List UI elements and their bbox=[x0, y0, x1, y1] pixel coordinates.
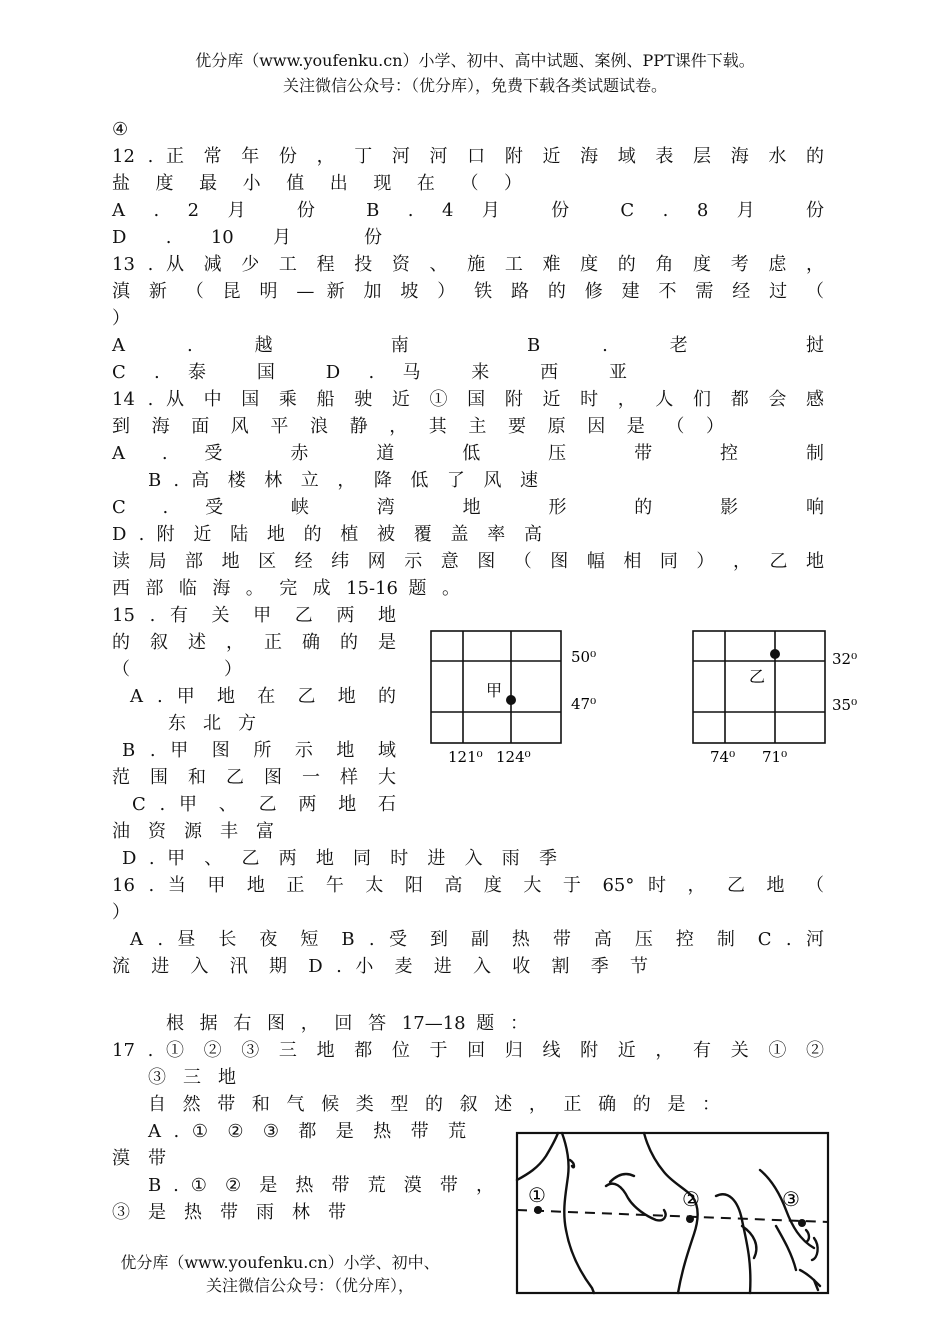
question-14-option-c: C . 受 峡 湾 地 形 的 影 响 bbox=[112, 497, 824, 518]
question-13-stem-3: ） bbox=[112, 308, 130, 329]
question-13-stem-2: 滇 新 （ 昆 明 — 新 加 坡 ） 铁 路 的 修 建 不 需 经 过 （ bbox=[112, 281, 824, 302]
question-17-stem-2: ③ 三 地 bbox=[148, 1067, 236, 1088]
jia-point-marker bbox=[506, 695, 516, 705]
yi-lon-right-label: 71⁰ bbox=[762, 748, 788, 766]
question-15-stem-3: （ ） bbox=[112, 659, 242, 680]
figure-jia-grid bbox=[428, 628, 598, 768]
reading-instruction-15-16: 读 局 部 地 区 经 纬 网 示 意 图 （ 图 幅 相 同 ） ， 乙 地 bbox=[112, 551, 824, 572]
question-12-option-d: D . 10 月 份 bbox=[112, 227, 382, 248]
yi-point-label: 乙 bbox=[749, 667, 766, 686]
yi-lon-left-label: 74⁰ bbox=[710, 748, 736, 766]
question-17-option-a-2: 漠 带 bbox=[112, 1148, 166, 1169]
marker-2-point bbox=[686, 1215, 694, 1223]
question-15-option-c: C . 甲 、 乙 两 地 石 bbox=[132, 794, 396, 815]
question-14-stem: 14 . 从 中 国 乘 船 驶 近 ① 国 附 近 时 ， 人 们 都 会 感 bbox=[112, 389, 824, 410]
question-17-stem-3: 自 然 带 和 气 候 类 型 的 叙 述 ， 正 确 的 是 ： bbox=[148, 1094, 720, 1115]
question-12-stem-2: 盐 度 最 小 值 出 现 在 （ ） bbox=[112, 173, 522, 194]
jia-lon-right-label: 124⁰ bbox=[496, 748, 531, 766]
footer-line-1: 优分库（www.youfenku.cn）小学、初中、 bbox=[120, 1253, 440, 1272]
question-14-option-b: B . 高 楼 林 立 ， 降 低 了 风 速 bbox=[148, 470, 538, 491]
question-17-stem: 17 . ① ② ③ 三 地 都 位 于 回 归 线 附 近 ， 有 关 ① ② bbox=[112, 1040, 824, 1061]
jia-point-label: 甲 bbox=[486, 681, 503, 700]
question-17-option-b-2: ③ 是 热 带 雨 林 带 bbox=[112, 1202, 346, 1223]
question-15-stem-2: 的 叙 述 ， 正 确 的 是 bbox=[112, 632, 396, 653]
marker-2-label: ② bbox=[682, 1187, 700, 1211]
marker-1-label: ① bbox=[528, 1183, 546, 1207]
question-13-options-cd: C . 泰 国 D . 马 来 西 亚 bbox=[112, 362, 627, 383]
text-line: ④ bbox=[112, 119, 129, 140]
yi-point-marker bbox=[770, 649, 780, 659]
question-14-option-a: A . 受 赤 道 低 压 带 控 制 bbox=[112, 443, 824, 464]
figure-yi-grid bbox=[690, 628, 868, 768]
footer-line-2: 关注微信公众号：（优分库）， bbox=[205, 1276, 414, 1295]
question-15-option-b-2: 范 围 和 乙 图 一 样 大 bbox=[112, 767, 396, 788]
map-coastlines bbox=[517, 1133, 820, 1293]
question-12-options-abc: A . 2 月 份 B . 4 月 份 C . 8 月 份 bbox=[112, 200, 824, 221]
yi-lat-bottom-label: 35⁰ bbox=[832, 696, 858, 714]
header-line-1: 优分库（www.youfenku.cn）小学、初中、高中试题、案例、PPT课件下载。 bbox=[195, 51, 755, 70]
question-12-stem: 12 . 正 常 年 份 ， 丁 河 河 口 附 近 海 域 表 层 海 水 的 bbox=[112, 146, 824, 167]
question-15-option-c-2: 油 资 源 丰 富 bbox=[112, 821, 274, 842]
question-17-option-b: B . ① ② 是 热 带 荒 漠 带 ， bbox=[148, 1175, 494, 1196]
marker-1-point bbox=[534, 1206, 542, 1214]
yi-lat-top-label: 32⁰ bbox=[832, 650, 858, 668]
reading-instruction-15-16-2: 西 部 临 海 。 完 成 15-16 题 。 bbox=[112, 578, 460, 599]
question-16-options-cd: 流 进 入 汛 期 D . 小 麦 进 入 收 割 季 节 bbox=[112, 956, 648, 977]
marker-3-point bbox=[798, 1219, 806, 1227]
jia-lon-left-label: 121⁰ bbox=[448, 748, 483, 766]
question-13-stem: 13 . 从 减 少 工 程 投 资 、 施 工 难 度 的 角 度 考 虑 ， bbox=[112, 254, 824, 275]
question-13-options-ab: A . 越 南 B . 老 挝 bbox=[112, 335, 824, 356]
question-15-option-d: D . 甲 、 乙 两 地 同 时 进 入 雨 季 bbox=[122, 848, 557, 869]
header-line-2: 关注微信公众号：（优分库），免费下载各类试题试卷。 bbox=[282, 76, 667, 95]
reading-instruction-17-18: 根 据 右 图 ， 回 答 17—18 题 ： bbox=[166, 1013, 528, 1034]
question-14-stem-2: 到 海 面 风 平 浪 静 ， 其 主 要 原 因 是 （ ） bbox=[112, 416, 724, 437]
question-15-option-a-2: 东 北 方 bbox=[168, 713, 256, 734]
question-16-options-abc: A . 昼 长 夜 短 B . 受 到 副 热 带 高 压 控 制 C . 河 bbox=[130, 929, 824, 950]
question-14-option-d: D . 附 近 陆 地 的 植 被 覆 盖 率 高 bbox=[112, 524, 542, 545]
question-15-option-b: B . 甲 图 所 示 地 域 bbox=[122, 740, 396, 761]
question-17-option-a: A . ① ② ③ 都 是 热 带 荒 bbox=[148, 1121, 466, 1142]
question-15-option-a: A . 甲 地 在 乙 地 的 bbox=[130, 686, 396, 707]
jia-lat-top-label: 50⁰ bbox=[571, 648, 597, 666]
question-15-stem: 15 . 有 关 甲 乙 两 地 bbox=[112, 605, 396, 626]
question-16-stem-2: ） bbox=[112, 902, 130, 923]
marker-3-label: ③ bbox=[782, 1187, 800, 1211]
jia-lat-bottom-label: 47⁰ bbox=[571, 695, 597, 713]
question-16-stem: 16 . 当 甲 地 正 午 太 阳 高 度 大 于 65° 时 ， 乙 地 （ bbox=[112, 875, 824, 896]
